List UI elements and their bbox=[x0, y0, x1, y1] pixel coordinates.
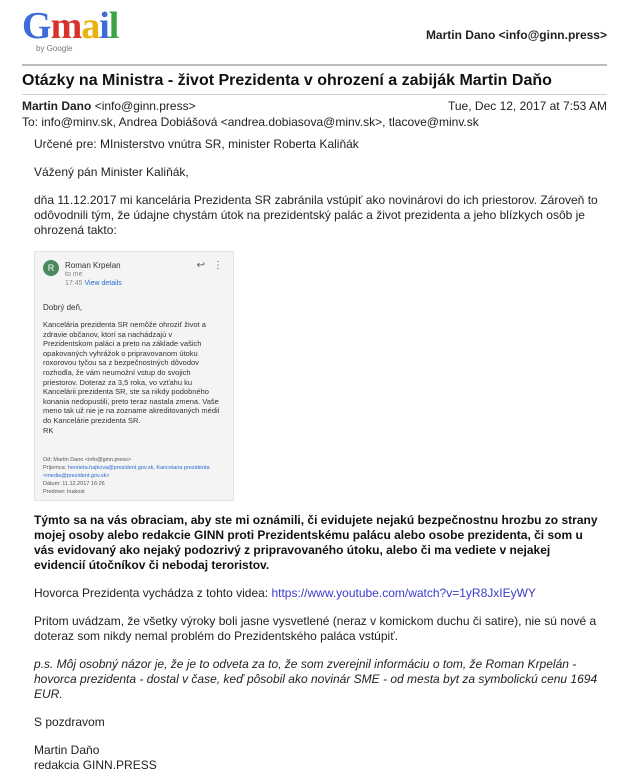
body-paragraph: Hovorca Prezidenta vychádza z tohto videa: https://www.youtube.com/watch?v=1yR8JxIEyWY bbox=[34, 586, 536, 600]
body-paragraph: Určené pre: MInisterstvo vnútra SR, minister Roberta Kaliňák bbox=[34, 137, 359, 151]
recipients: To: info@minv.sk, Andrea Dobiášová <andrea.dobiasova@minv.sk>, tlacove@minv.sk bbox=[22, 115, 479, 129]
message-date: Tue, Dec 12, 2017 at 7:53 AM bbox=[448, 99, 607, 113]
body-paragraph: Pritom uvádzam, že všetky výroky boli jasne vysvetlené (neraz v komickom duchu či satire), nie sú nové a doteraz som nikdy nemal problém do Prezidentského paláca vstúpiť. bbox=[34, 614, 597, 643]
message-body bbox=[34, 137, 604, 773]
divider bbox=[22, 94, 607, 95]
shot-to: to me bbox=[65, 271, 83, 278]
reply-icon: ↩ bbox=[196, 260, 205, 271]
sender-name: Martin Dano bbox=[22, 99, 92, 113]
message-header bbox=[22, 99, 607, 129]
signature-name: Martin Daňo bbox=[34, 743, 100, 757]
logo-byline: by Google bbox=[36, 44, 73, 53]
shot-paragraph: Kancelária prezidenta SR nemôže ohroziť život a zdravie občanov, ktorí sa nachádzajú v Prezidentskom paláci a preto na základe vašich opakovaných vyhrážok o pripravovanom útoku roxorovou tyčou sa z bezpečnostných dôvodov rozhodla, že vám neumožní vstup do svojich priestorov. Doteraz za 3,5 roka, vo vzťahu ku Kancelárii prezidenta SR, ste sa nikdy podobného konania nedopustili, preto teraz nastala zmena. Vaše meno tak už nie je na zozname akreditovaných médií do Kancelárie prezidenta SR. RK bbox=[43, 320, 220, 435]
shot-time: 17:45 View details bbox=[65, 280, 122, 287]
signature-org: redakcia GINN.PRESS bbox=[34, 758, 157, 772]
divider bbox=[22, 64, 607, 66]
youtube-link[interactable]: https://www.youtube.com/watch?v=1yR8JxIEyWY bbox=[271, 586, 536, 600]
gmail-logo: Gmail by Google bbox=[22, 5, 119, 53]
header bbox=[0, 0, 617, 62]
avatar: R bbox=[43, 260, 59, 276]
shot-forward-info: Od: Martin Dano <info@ginn.press> Príjemca: henrieta.hajkova@prezident.gov.sk, Kancelaria prezidenta <media@prezident.gov.sk> Dátum: 11.12.2017 16:26 Predmet: Inakost bbox=[43, 457, 210, 495]
body-paragraph: dňa 11.12.2017 mi kancelária Prezidenta SR zabránila vstúpiť ako novinárovi do ich priestorov. Zároveň to odôvodnili tým, že údajne chystám útok na prezidentský palác a život prezidenta a jeho blízkych osôb je ohrozená takto: bbox=[34, 193, 598, 237]
closing: S pozdravom bbox=[34, 715, 105, 729]
postscript: p.s. Môj osobný názor je, že je to odveta za to, že som zverejnil informáciu o tom, že Roman Krpelán - hovorca prezidenta - dostal v čase, keď pôsobil ako novinár SME - od mesta byt za symbolickú cenu 1694 EUR. bbox=[34, 657, 598, 701]
shot-sender: Roman Krpelan bbox=[65, 261, 121, 270]
email-subject: Otázky na Ministra - život Prezidenta v ohrození a zabiják Martin Daňo bbox=[22, 72, 552, 89]
shot-greeting: Dobrý deň, bbox=[43, 303, 83, 312]
body-paragraph-bold: Týmto sa na vás obraciam, aby ste mi oznámili, či evidujete nejakú bezpečnostnu hrozbu zo strany mojej osoby alebo redakcie GINN proti Prezidentskému palácu alebo osobe prezidenta, či som u vás evidovaný ako nejaký podozrivý z pripravovaného útoku, alebo či ma vediete v nejakej evidencií útočníkov či nebodaj teroristov. bbox=[34, 513, 598, 572]
body-paragraph: Vážený pán Minister Kaliňák, bbox=[34, 165, 189, 179]
embedded-screenshot bbox=[34, 251, 234, 501]
sender-email: <info@ginn.press> bbox=[94, 99, 196, 113]
account-user: Martin Dano <info@ginn.press> bbox=[425, 28, 607, 42]
more-icon: ⋮ bbox=[213, 260, 223, 271]
